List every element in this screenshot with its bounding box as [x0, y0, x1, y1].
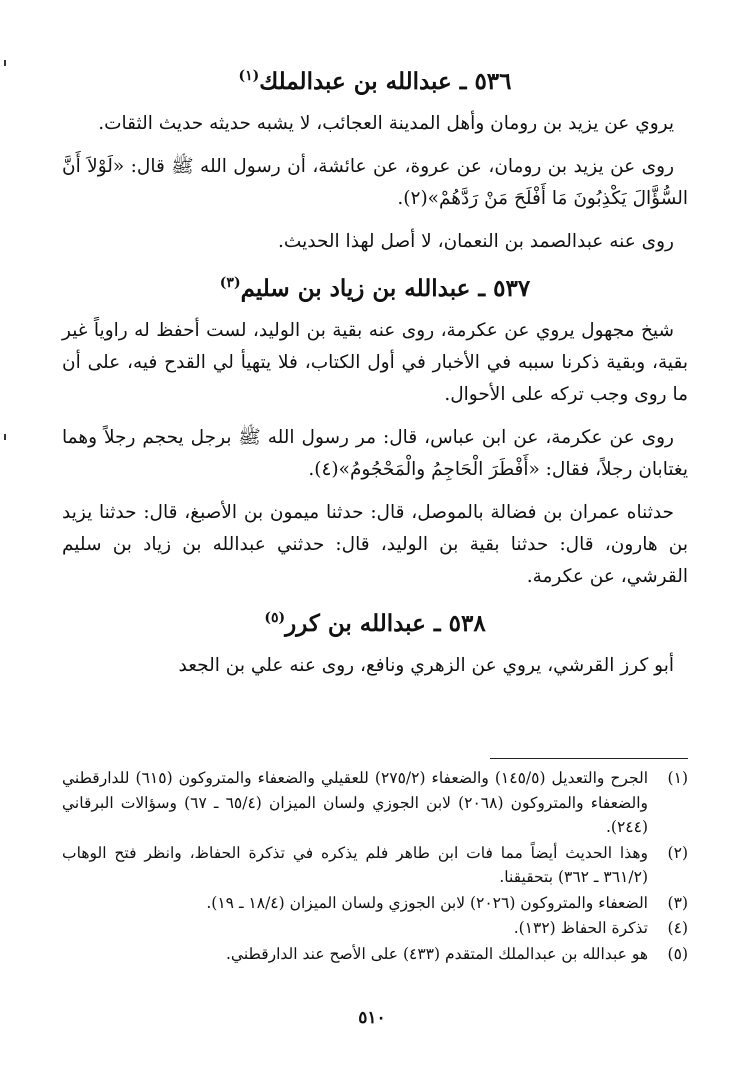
paragraph: شيخ مجهول يروي عن عكرمة، روى عنه بقية بن الوليد، لست أحفظ له راوياً غير بقية، وبقية ذكرنا سببه في الأخبار في أول الكتاب، فلا يتهيأ لي القدح فيه، على أن ما روى وجب تركه على الأحوال.: [62, 320, 688, 405]
footnote-text: الضعفاء والمتروكون (٢٠٢٦) لابن الجوزي ولسان الميزان (١٨/٤ ـ ١٩).: [206, 893, 648, 912]
footnote-text: تذكرة الحفاظ (١٣٢).: [513, 919, 648, 937]
footnotes: [62, 766, 688, 967]
entry-title: [62, 604, 688, 644]
entry-title-text: ٥٣٦ ـ عبدالله بن عبدالملك: [259, 68, 512, 95]
footnote-ref[interactable]: (١): [238, 68, 260, 84]
entry-title: [62, 269, 688, 309]
footnote-ref[interactable]: (٣): [219, 275, 241, 291]
footnote-item: [62, 942, 688, 967]
footnote-text: الجرح والتعديل (١٤٥/٥) والضعفاء (٢٧٥/٢) للعقيلي والضعفاء والمتروكون (٦١٥) للدارقطني والضعفاء والمتروكون (٢٠٦٨) لابن الجوزي ولسان الميزان (٦٥/٤ ـ ٦٧) وسؤالات البرقاني (٢٤٤).: [62, 769, 649, 836]
entry-538: [62, 604, 688, 682]
main-text: [62, 62, 688, 693]
entry-title: [62, 62, 688, 102]
footnote-number: (٤): [667, 919, 688, 937]
entry-title-text: ٥٣٧ ـ عبدالله بن زياد بن سليم: [240, 275, 531, 302]
footnote-number: (٣): [667, 893, 688, 912]
paragraph: حدثناه عمران بن فضالة بالموصل، قال: حدثنا ميمون بن الأصبغ، قال: حدثنا يزيد بن هارون، قال: حدثنا بقية بن الوليد، قال: حدثني عبدالله بن زياد بن سليم القرشي، عن عكرمة.: [62, 502, 688, 587]
footnote-number: (٢): [667, 843, 688, 862]
footnote-number: (٥): [667, 944, 688, 963]
margin-mark-middle: [4, 434, 6, 440]
paragraph: أبو كرز القرشي، يروي عن الزهري ونافع، روى عنه علي بن الجعد: [178, 655, 674, 676]
footnote-text: هو عبدالله بن عبدالملك المتقدم (٤٣٣) على الأصح عند الدارقطني.: [225, 944, 648, 963]
footnote-text: وهذا الحديث أيضاً مما فات ابن طاهر فلم يذكره في تذكرة الحفاظ، وانظر فتح الوهاب (٣٦١/٢ ـ ٣٦٢) بتحقيقنا.: [62, 843, 648, 886]
footnote-number: (١): [667, 769, 688, 787]
page-number: ٥١٠: [358, 1008, 386, 1028]
paragraph: يروي عن يزيد بن رومان وأهل المدينة العجائب، لا يشبه حديثه حديث الثقات.: [98, 113, 674, 134]
entry-title-text: ٥٣٨ ـ عبدالله بن كرر: [285, 610, 486, 637]
footnote-item: [62, 891, 688, 916]
margin-mark-top: [4, 60, 6, 66]
footnote-item: [62, 841, 688, 890]
paragraph: روى عن يزيد بن رومان، عن عروة، عن عائشة، أن رسول الله ﷺ قال: «لَوْلاَ أَنَّ السُّؤَّالَ يَكْذِبُونَ مَا أَفْلَحَ مَنْ رَدَّهُمْ»(٢).: [62, 156, 688, 209]
footnote-item: [62, 766, 688, 840]
footnote-ref[interactable]: (٥): [264, 610, 286, 626]
entry-536: [62, 62, 688, 258]
paragraph: روى عنه عبدالصمد بن النعمان، لا أصل لهذا الحديث.: [278, 231, 674, 252]
footnote-separator: [490, 758, 688, 759]
paragraph: روى عن عكرمة، عن ابن عباس، قال: مر رسول الله ﷺ برجل يحجم رجلاً وهما يغتابان رجلاً، فقال: «أَفْطَرَ الْحَاجِمُ والْمَحْجُومُ»(٤).: [62, 427, 688, 480]
footnote-item: [62, 916, 688, 941]
entry-537: [62, 269, 688, 593]
